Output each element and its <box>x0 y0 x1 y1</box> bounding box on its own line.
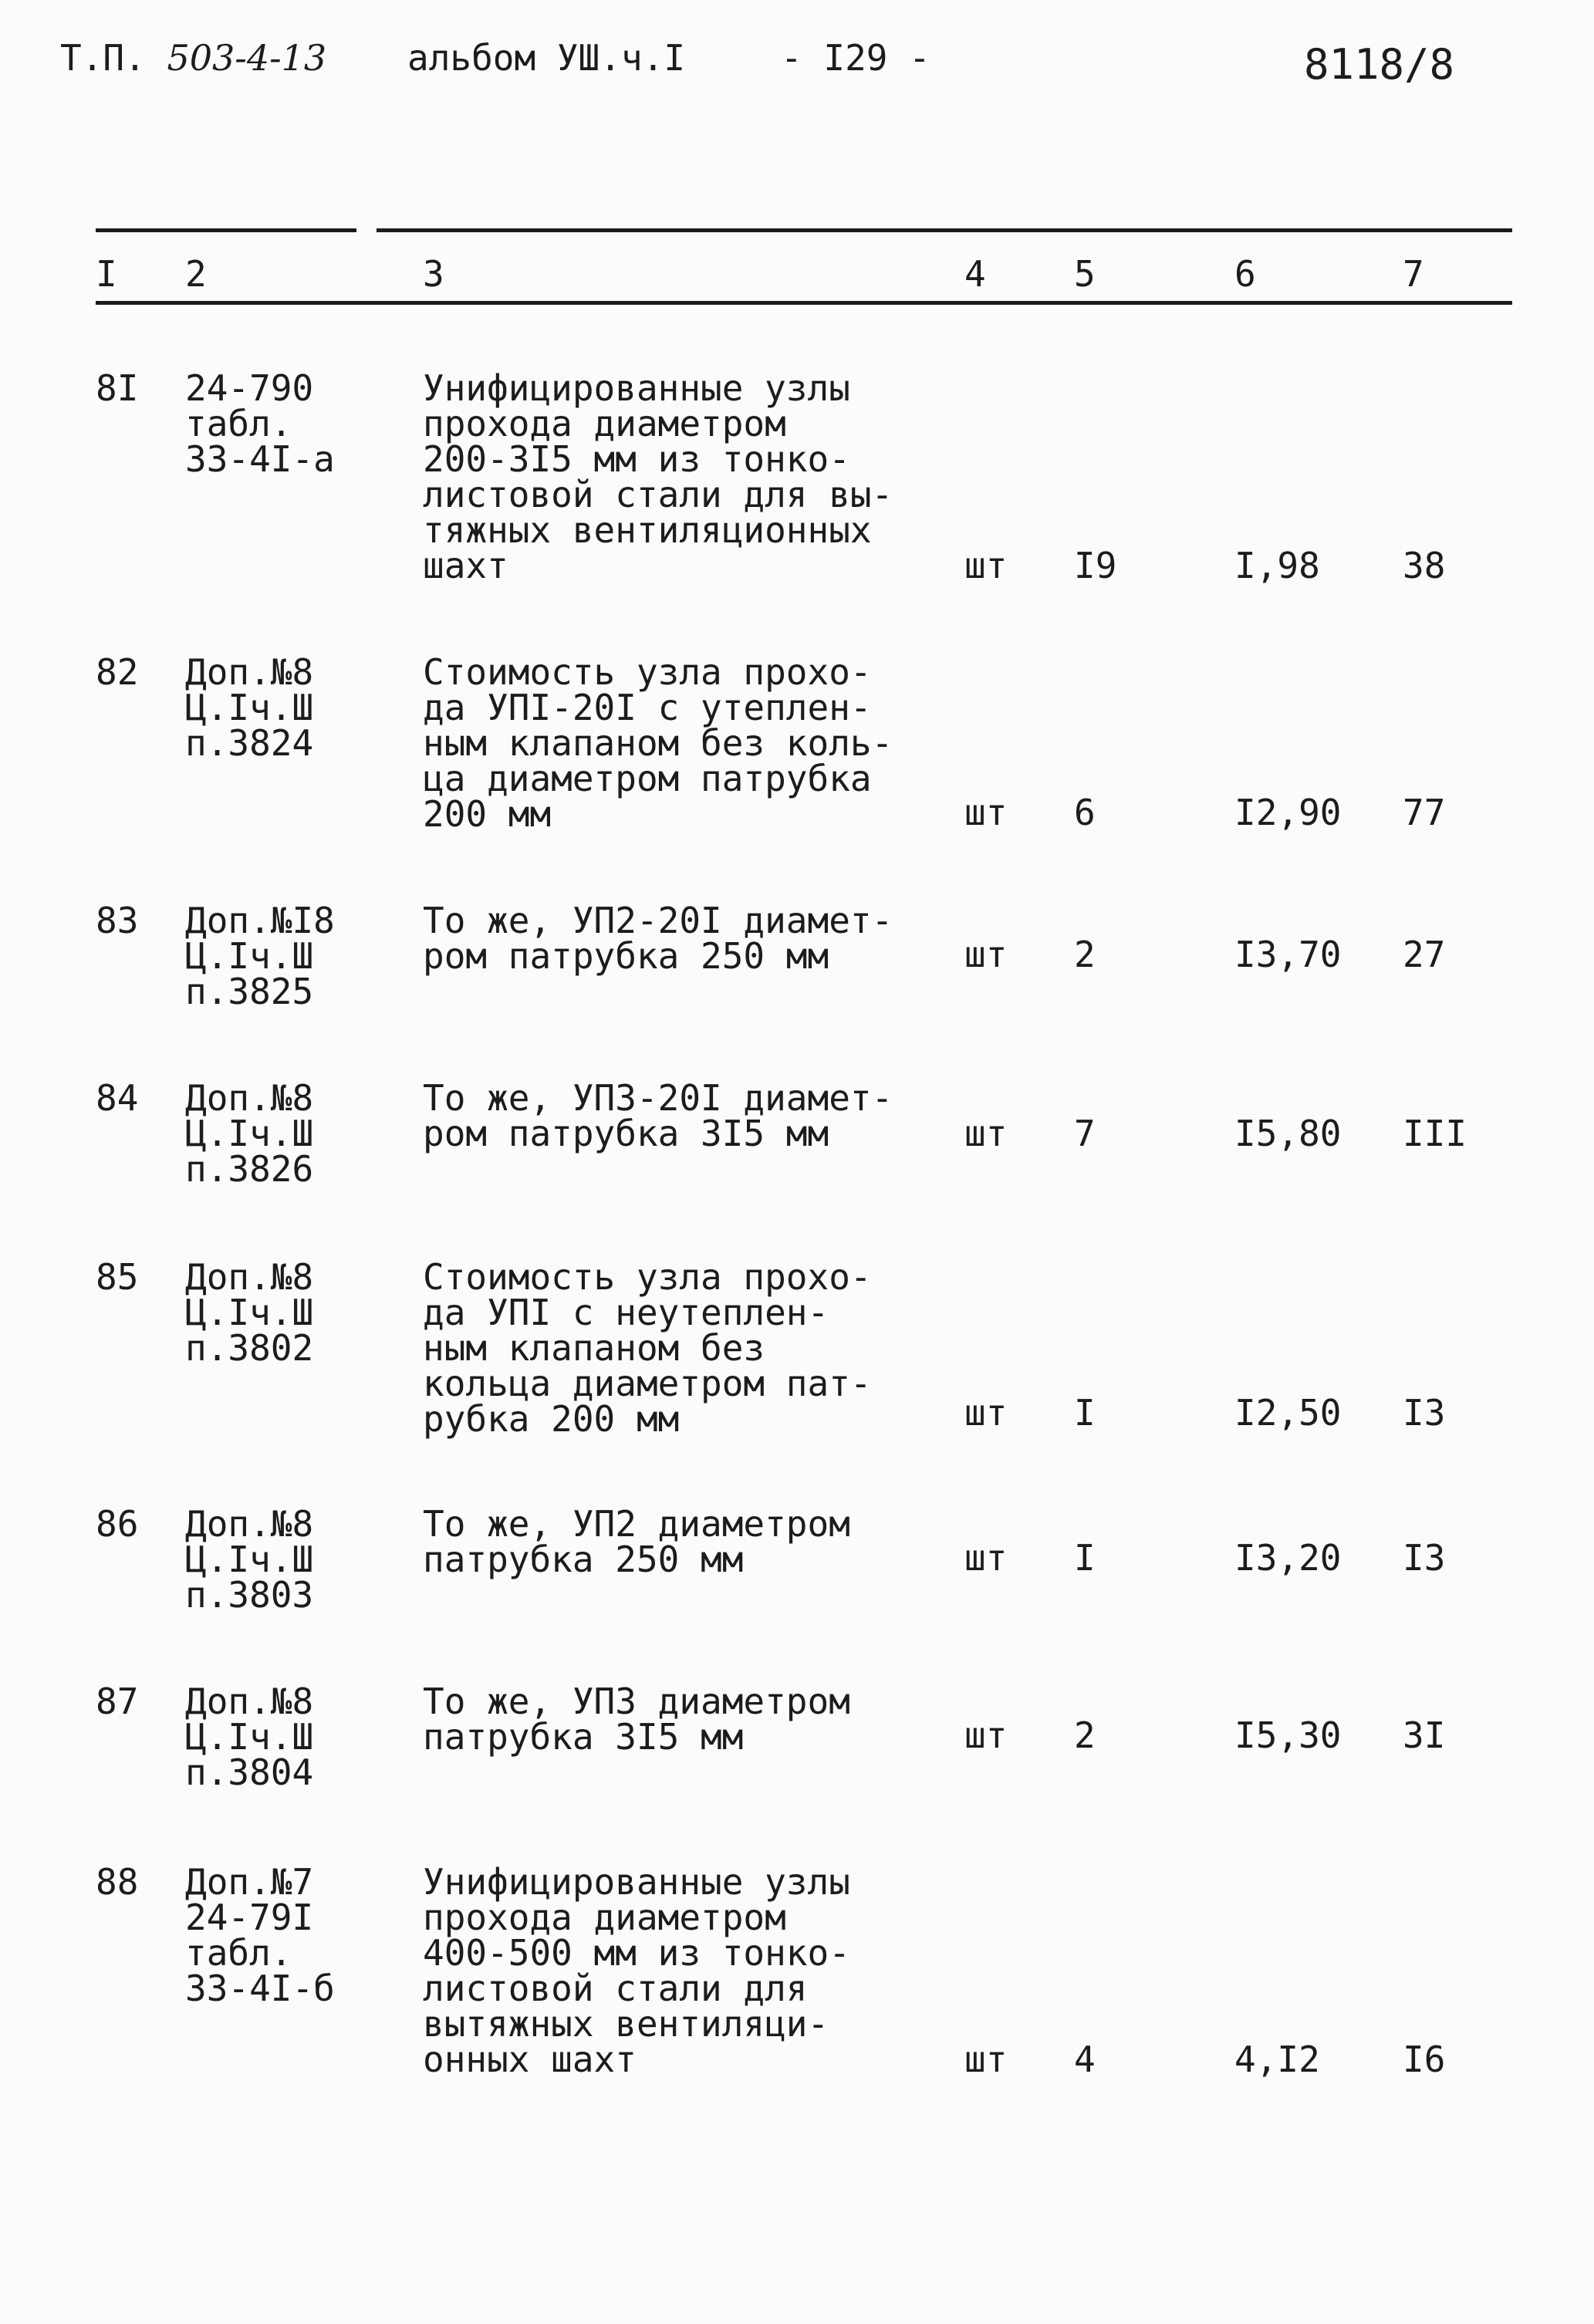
reference-code: Доп.№I8 Ц.Iч.Ш п.3825 <box>185 900 335 1012</box>
unit-price: I5,30 <box>1234 1714 1342 1756</box>
item-description: Унифицированные узлы прохода диаметром 200-3I5 мм из тонко- листовой стали для вы- тяжных вентиляционных шахт <box>423 367 893 586</box>
page-number: - I29 - <box>781 37 930 79</box>
unit-of-measure: шт <box>964 1392 1008 1434</box>
reference-code: 24-790 табл. 33-4I-а <box>185 367 335 480</box>
unit-of-measure: шт <box>964 1714 1008 1756</box>
table-top-rule-left <box>96 228 356 232</box>
tp-number: 503-4-13 <box>167 37 327 79</box>
total-cost: III <box>1403 1113 1467 1154</box>
row-number: 84 <box>96 1077 139 1119</box>
row-number: 88 <box>96 1861 139 1903</box>
item-description: Стоимость узла прохо- да УПI с неутеплен- ным клапаном без кольца диаметром пат- рубка 200 мм <box>423 1256 872 1440</box>
unit-of-measure: шт <box>964 545 1008 586</box>
column-header: 7 <box>1403 253 1424 295</box>
quantity: 7 <box>1074 1113 1096 1154</box>
total-cost: 27 <box>1403 934 1446 975</box>
unit-of-measure: шт <box>964 1537 1008 1579</box>
column-header: 6 <box>1234 253 1256 295</box>
quantity: I9 <box>1074 545 1117 586</box>
reference-code: Доп.№8 Ц.Iч.Ш п.3804 <box>185 1681 314 1793</box>
quantity: I <box>1074 1392 1096 1434</box>
total-cost: I3 <box>1403 1537 1446 1579</box>
item-description: То же, УП3 диаметром патрубка 3I5 мм <box>423 1681 850 1758</box>
item-description: Стоимость узла прохо- да УПI-20I с утеплен- ным клапаном без коль- ца диаметром патрубка 200 мм <box>423 651 893 835</box>
row-number: 83 <box>96 900 139 941</box>
tp-prefix: Т.П. <box>60 37 146 79</box>
quantity: 4 <box>1074 2039 1096 2080</box>
item-description: То же, УП2-20I диамет- ром патрубка 250 мм <box>423 900 893 977</box>
item-description: Унифицированные узлы прохода диаметром 400-500 мм из тонко- листовой стали для вытяжных вентиляци- онных шахт <box>423 1861 850 2080</box>
row-number: 86 <box>96 1503 139 1545</box>
unit-price: I3,70 <box>1234 934 1342 975</box>
unit-price: 4,I2 <box>1234 2039 1320 2080</box>
column-header: 3 <box>423 253 444 295</box>
unit-of-measure: шт <box>964 792 1008 833</box>
reference-code: Доп.№8 Ц.Iч.Ш п.3826 <box>185 1077 314 1190</box>
column-header: I <box>96 253 117 295</box>
reference-code: Доп.№7 24-79I табл. 33-4I-б <box>185 1861 335 2009</box>
quantity: 6 <box>1074 792 1096 833</box>
row-number: 87 <box>96 1681 139 1722</box>
column-header: 5 <box>1074 253 1096 295</box>
item-description: То же, УП3-20I диамет- ром патрубка 3I5 мм <box>423 1077 893 1154</box>
unit-of-measure: шт <box>964 2039 1008 2080</box>
column-header: 2 <box>185 253 207 295</box>
unit-price: I,98 <box>1234 545 1320 586</box>
quantity: 2 <box>1074 1714 1096 1756</box>
row-number: 8I <box>96 367 139 409</box>
reference-code: Доп.№8 Ц.Iч.Ш п.3802 <box>185 1256 314 1369</box>
total-cost: 77 <box>1403 792 1446 833</box>
total-cost: I3 <box>1403 1392 1446 1434</box>
unit-of-measure: шт <box>964 934 1008 975</box>
unit-price: I3,20 <box>1234 1537 1342 1579</box>
document-type <box>60 37 326 79</box>
item-description: То же, УП2 диаметром патрубка 250 мм <box>423 1503 850 1580</box>
unit-price: I2,50 <box>1234 1392 1342 1434</box>
total-cost: I6 <box>1403 2039 1446 2080</box>
column-header: 4 <box>964 253 986 295</box>
table-header-rule <box>96 301 1512 305</box>
row-number: 85 <box>96 1256 139 1298</box>
quantity: 2 <box>1074 934 1096 975</box>
unit-price: I5,80 <box>1234 1113 1342 1154</box>
quantity: I <box>1074 1537 1096 1579</box>
album-label: альбом УШ.ч.I <box>407 37 686 79</box>
unit-of-measure: шт <box>964 1113 1008 1154</box>
row-number: 82 <box>96 651 139 693</box>
reference-code: Доп.№8 Ц.Iч.Ш п.3824 <box>185 651 314 764</box>
archive-code: 8118/8 <box>1304 40 1455 89</box>
table-top-rule-right <box>377 228 1512 232</box>
total-cost: 3I <box>1403 1714 1446 1756</box>
reference-code: Доп.№8 Ц.Iч.Ш п.3803 <box>185 1503 314 1616</box>
total-cost: 38 <box>1403 545 1446 586</box>
unit-price: I2,90 <box>1234 792 1342 833</box>
